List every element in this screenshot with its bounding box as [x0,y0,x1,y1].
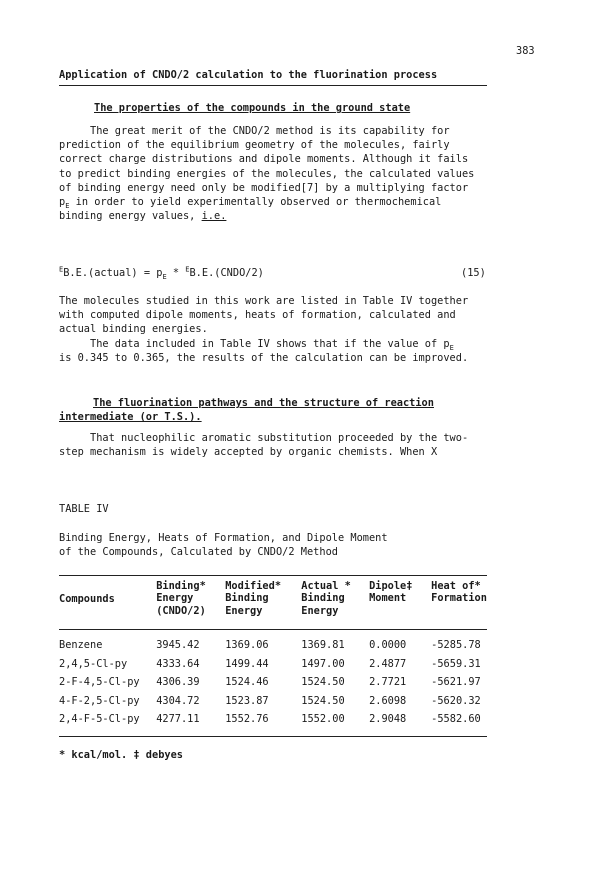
paragraph-line: step mechanism is widely accepted by organic chemists. When X [59,446,438,459]
cell-binding: 4306.39 [156,676,200,689]
cell-actual: 1524.50 [301,676,345,689]
footnote-dagger-symbol: ‡ [133,749,140,761]
paragraph-line [59,337,539,351]
page-number: 383 [516,45,535,57]
paragraph-line-last [59,209,539,223]
cell-heat: -5582.60 [431,713,481,726]
subsection-title-ground-state: The properties of the compounds in the ground state [94,102,411,114]
paragraph-text: binding energy values, [59,210,202,223]
table-row [59,710,487,729]
equation-rhs: B.E.(CNDO/2) [189,267,264,279]
paragraph-cndo-merit [59,124,539,223]
cell-dipole: 2.4877 [369,657,407,670]
paragraph-line: actual binding energies. [59,323,208,336]
paragraph-nucleophilic [59,431,539,459]
cell-modified: 1369.06 [225,639,269,652]
equation-times: * [166,267,186,279]
cell-modified: 1499.44 [225,657,269,670]
cell-dipole: 2.7721 [369,676,407,689]
section-title: Application of CNDO/2 calculation to the fluorination process [59,69,438,81]
equation-factor-sub: E [162,273,167,282]
section-title-rule [59,85,487,86]
equation-equals: = [137,267,157,279]
cell-modified: 1524.46 [225,676,269,689]
footnote-debyes: debyes [139,749,184,761]
paragraph-line: That nucleophilic aromatic substitution proceeded by the two- [59,432,469,444]
cell-compound: Benzene [59,639,103,652]
factor-subscript: E [65,202,70,211]
equation-factor: p [156,267,163,279]
paragraph-line: prediction of the equilibrium geometry of the molecules, fairly [59,139,450,152]
subsection-title-line: The fluorination pathways and the structure of reaction [93,397,434,409]
factor-symbol: p [443,337,450,350]
cell-modified: 1523.87 [225,694,269,707]
cell-binding: 3945.42 [156,639,200,652]
table-top-rule [59,575,487,576]
cell-dipole: 2.6098 [369,694,407,707]
table-footnote [59,748,183,762]
table-caption-line: Binding Energy, Heats of Formation, and Dipole Moment [59,532,388,544]
cell-actual: 1497.00 [301,657,345,670]
cell-modified: 1552.76 [225,713,269,726]
table-row [59,655,487,674]
paragraph-molecules-studied [59,294,539,365]
cell-actual: 1524.50 [301,694,345,707]
factor-symbol: p [59,196,66,209]
column-header-dipole-moment: Dipole‡ Moment [369,580,413,605]
cell-heat: -5285.78 [431,639,481,652]
cell-compound: 4-F-2,5-Cl-py [59,694,140,707]
column-header-compounds: Compounds [59,593,115,605]
cell-dipole: 0.0000 [369,639,407,652]
subsection-title-fluorination-pathways [59,396,539,424]
factor-subscript: E [449,343,454,352]
ie-abbreviation: i.e. [201,210,227,223]
cell-compound: 2,4-F-5-Cl-py [59,713,140,726]
paragraph-line: The great merit of the CNDO/2 method is its capability for [59,125,450,137]
paragraph-line: with computed dipole moments, heats of formation, calculated and [59,309,456,322]
column-header-modified-binding: Modified* Binding Energy [225,580,282,617]
cell-heat: -5620.32 [431,694,481,707]
table-bottom-rule [59,736,487,737]
paragraph-text: in order to yield experimentally observed or thermochemical [69,196,442,209]
cell-compound: 2-F-4,5-Cl-py [59,676,140,689]
cell-dipole: 2.9048 [369,713,407,726]
cell-binding: 4277.11 [156,713,200,726]
equation-sup: E [185,265,190,274]
table-row [59,692,487,711]
paragraph-line-factor [59,195,539,209]
footnote-kcal: * kcal/mol. [59,749,128,761]
equation-number: (15) [461,267,486,279]
data-table [59,580,487,729]
paragraph-text: The data included in Table IV shows that if the value of [59,337,444,350]
table-label: TABLE IV [59,503,109,515]
equation-15 [59,266,264,280]
column-header-heat-of-formation: Heat of* Formation [431,580,487,605]
cell-actual: 1369.81 [301,639,345,652]
paragraph-line: of binding energy need only be modified[7] by a multiplying factor [59,181,469,194]
cell-actual: 1552.00 [301,713,345,726]
equation-lhs: B.E.(actual) [63,267,138,279]
cell-heat: -5621.97 [431,676,481,689]
column-header-binding-energy: Binding* Energy (CNDO/2) [156,580,206,617]
paragraph-line: is 0.345 to 0.365, the results of the calculation can be improved. [59,351,469,364]
table-row [59,673,487,692]
equation-sup: E [59,265,64,274]
table-row [59,636,487,655]
paragraph-line: The molecules studied in this work are listed in Table IV together [59,295,469,307]
paragraph-line: correct charge distributions and dipole moments. Although it fails [59,153,469,166]
subsection-title-line: intermediate (or T.S.). [59,411,202,424]
paragraph-line: to predict binding energies of the molecules, the calculated values [59,167,475,180]
column-header-actual-binding: Actual * Binding Energy [301,580,351,617]
table-header-row [59,580,487,617]
cell-binding: 4333.64 [156,657,200,670]
table-caption-line: of the Compounds, Calculated by CNDO/2 Method [59,546,338,558]
cell-heat: -5659.31 [431,657,481,670]
cell-binding: 4304.72 [156,694,200,707]
cell-compound: 2,4,5-Cl-py [59,657,128,670]
